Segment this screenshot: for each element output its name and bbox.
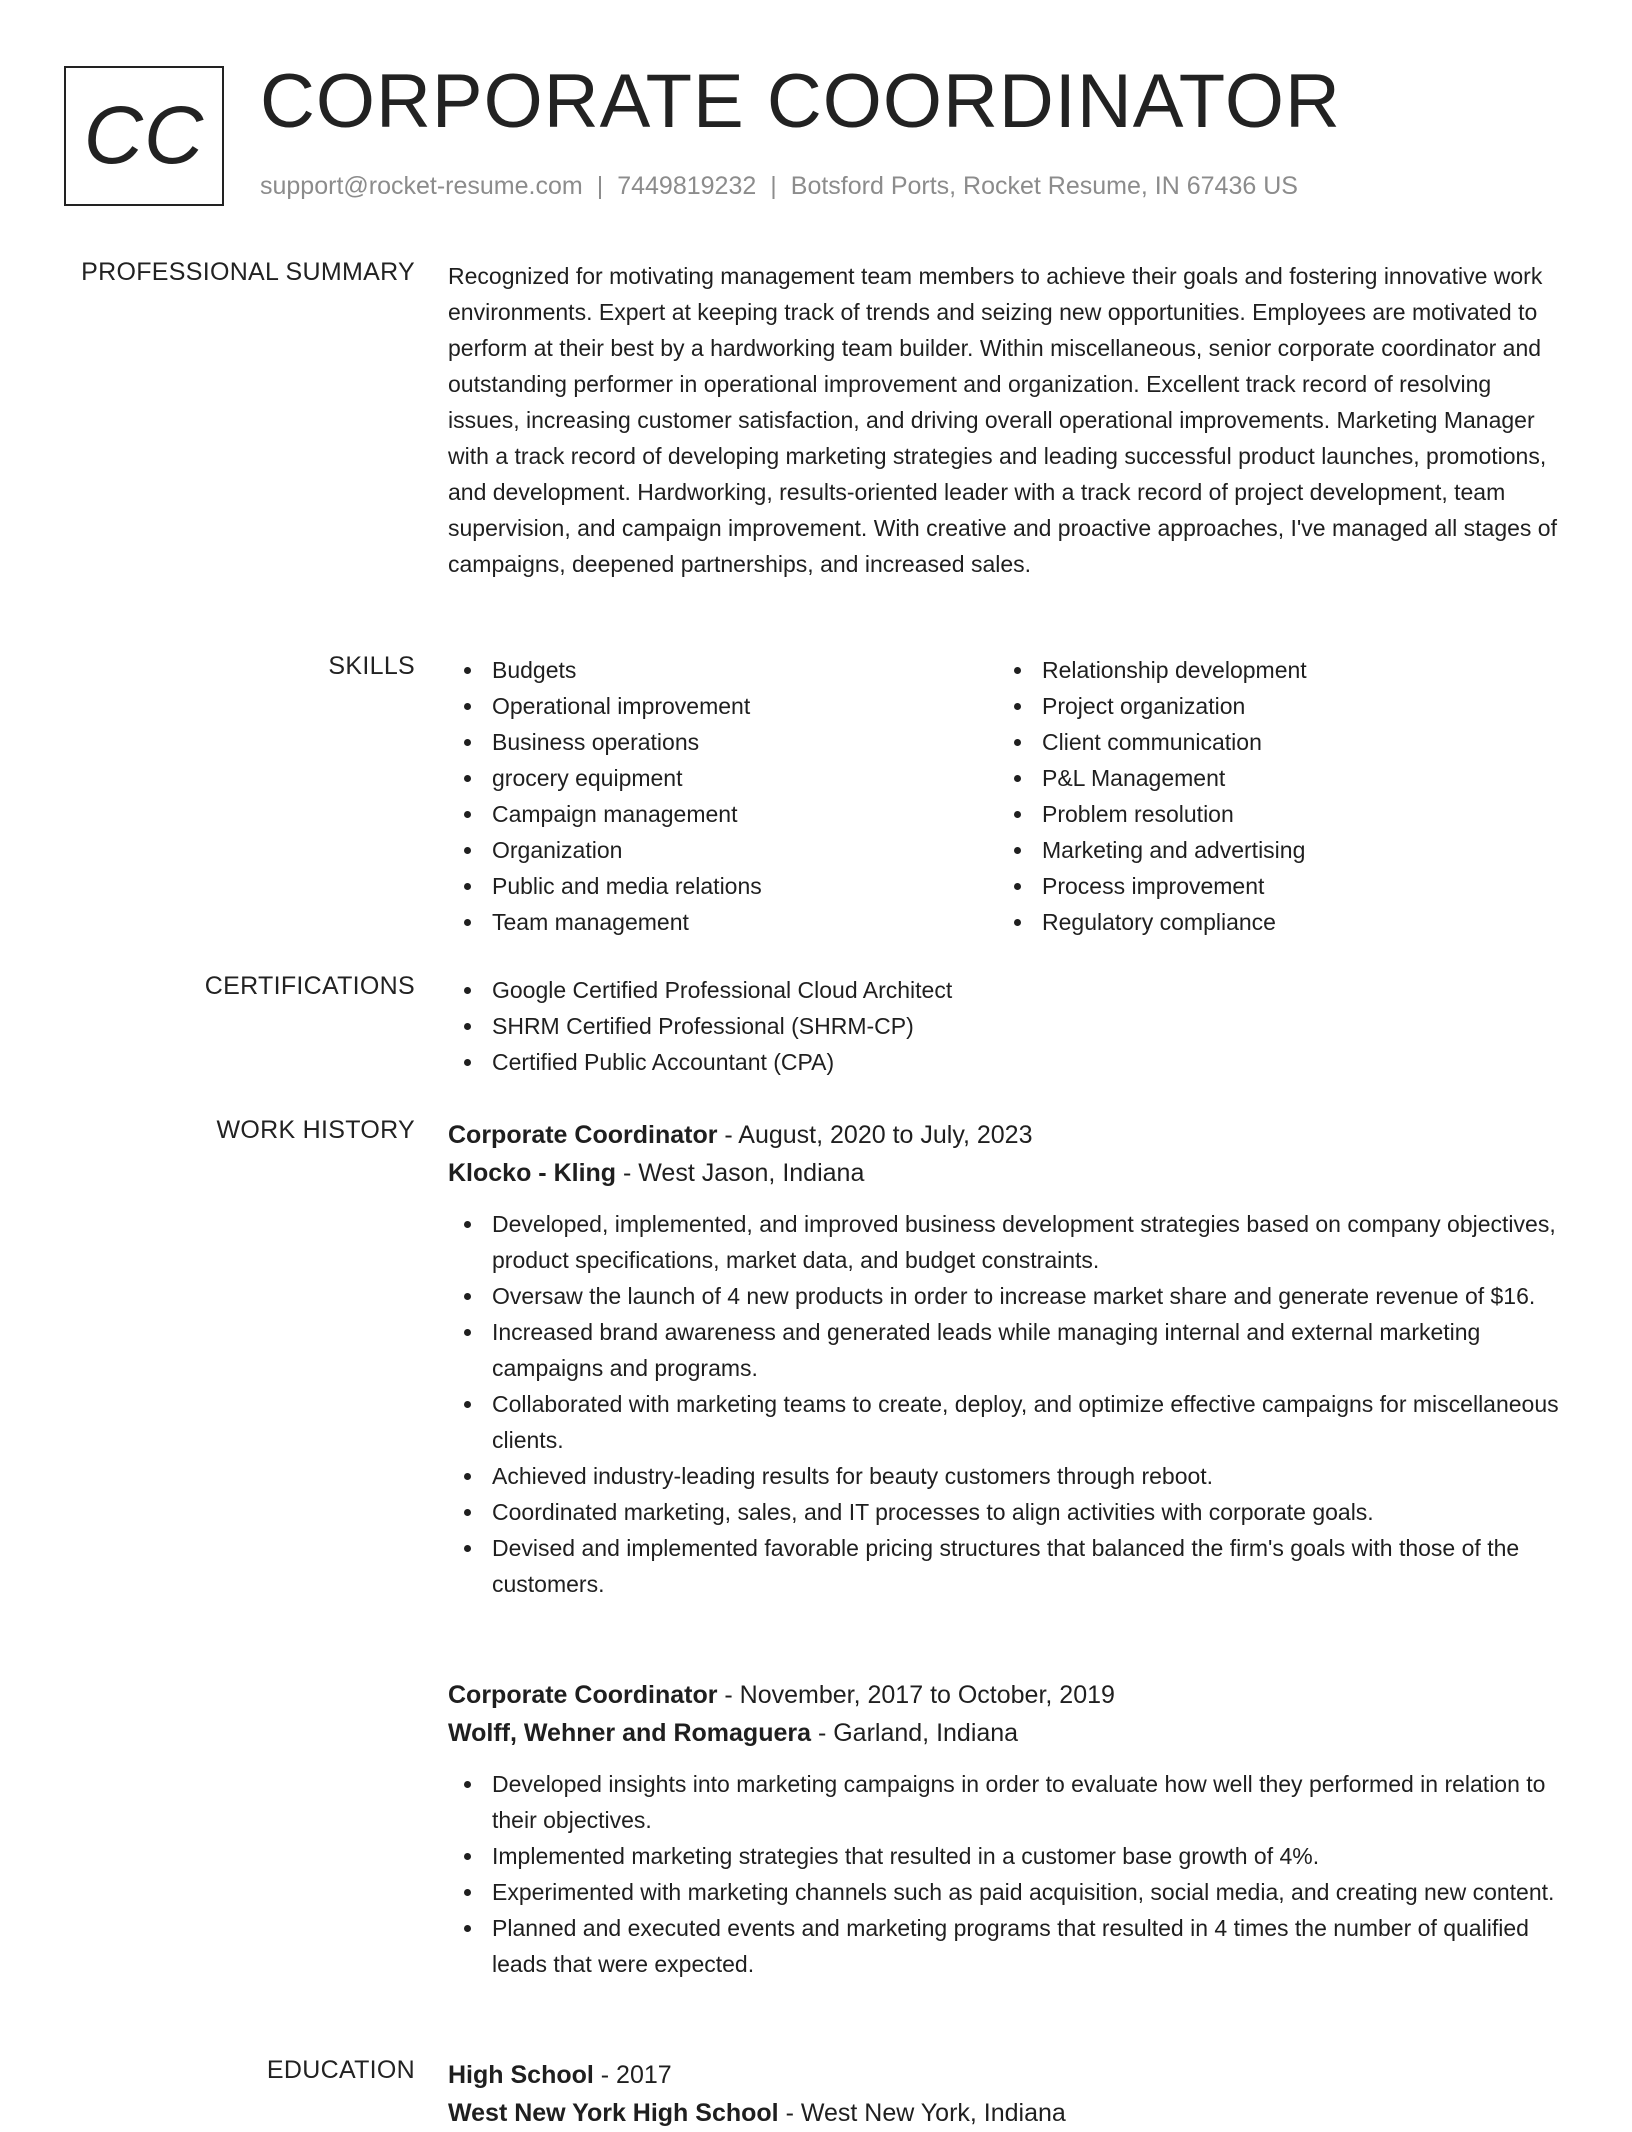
contact-line	[260, 172, 1298, 201]
education-degree-line	[448, 2056, 1563, 2094]
job-company: Klocko - Kling	[448, 1159, 617, 1187]
work-body-2	[448, 1676, 1563, 1982]
list-item: Relationship development	[998, 652, 1548, 688]
list-item: P&L Management	[998, 760, 1548, 796]
skills-list-right	[998, 652, 1548, 940]
job-title: Corporate Coordinator	[448, 1681, 718, 1709]
list-item: SHRM Certified Professional (SHRM-CP)	[448, 1008, 1563, 1044]
job-company-line	[448, 1154, 1563, 1192]
job-title-line	[448, 1676, 1563, 1714]
list-item: Oversaw the launch of 4 new products in order to increase market share and generate revenue of $16.	[448, 1278, 1563, 1314]
skills-list-left	[448, 652, 998, 940]
list-item: Regulatory compliance	[998, 904, 1548, 940]
job-title: Corporate Coordinator	[448, 1121, 718, 1149]
job-location: - West Jason, Indiana	[616, 1159, 865, 1187]
list-item: Google Certified Professional Cloud Architect	[448, 972, 1563, 1008]
summary-body	[448, 258, 1563, 582]
list-item: Organization	[448, 832, 998, 868]
list-item: Achieved industry-leading results for beauty customers through reboot.	[448, 1458, 1563, 1494]
list-item: Increased brand awareness and generated leads while managing internal and external marketing campaigns and programs.	[448, 1314, 1563, 1386]
education-label: EDUCATION	[266, 2056, 415, 2084]
list-item: Certified Public Accountant (CPA)	[448, 1044, 1563, 1080]
skills-body	[448, 652, 1563, 940]
contact-address: Botsford Ports, Rocket Resume, IN 67436 US	[790, 172, 1298, 200]
skills-label: SKILLS	[328, 652, 415, 680]
work-label: WORK HISTORY	[216, 1116, 415, 1144]
contact-separator: |	[770, 172, 777, 200]
education-school: West New York High School	[448, 2099, 779, 2127]
job-bullets	[448, 1206, 1563, 1602]
summary-text: Recognized for motivating management team members to achieve their goals and fostering innovative work environments. Expert at keeping track of trends and seizing new opportunities. Employees are motivated to perform at their best by a hardworking team builder. Within miscellaneous, senior corporate coordinator and outstanding performer in operational improvement and organization. Excellent track record of resolving issues, increasing customer satisfaction, and driving overall operational improvements. Marketing Manager with a track record of developing marketing strategies and leading successful product launches, promotions, and development. Hardworking, results-oriented leader with a track record of project development, team supervision, and campaign improvement. With creative and proactive approaches, I've managed all stages of campaigns, deepened partnerships, and increased sales.	[448, 263, 1557, 577]
job-company: Wolff, Wehner and Romaguera	[448, 1719, 812, 1747]
certifications-list	[448, 972, 1563, 1080]
job-dates: - August, 2020 to July, 2023	[717, 1121, 1033, 1149]
list-item: Marketing and advertising	[998, 832, 1548, 868]
contact-email[interactable]: support@rocket-resume.com	[260, 172, 583, 200]
list-item: Project organization	[998, 688, 1548, 724]
list-item: Developed, implemented, and improved business development strategies based on company objectives, product specifications, market data, and budget constraints.	[448, 1206, 1563, 1278]
monogram: CC	[64, 66, 224, 206]
list-item: Client communication	[998, 724, 1548, 760]
job-entry	[448, 1676, 1563, 1982]
job-dates: - November, 2017 to October, 2019	[717, 1681, 1115, 1709]
list-item: Business operations	[448, 724, 998, 760]
list-item: Collaborated with marketing teams to create, deploy, and optimize effective campaigns for miscellaneous clients.	[448, 1386, 1563, 1458]
job-entry	[448, 1116, 1563, 1602]
page-title: CORPORATE COORDINATOR	[260, 59, 1341, 144]
certifications-label: CERTIFICATIONS	[204, 972, 415, 1000]
education-year: - 2017	[593, 2061, 672, 2089]
work-body	[448, 1116, 1563, 1602]
certifications-body	[448, 972, 1563, 1080]
summary-label: PROFESSIONAL SUMMARY	[81, 258, 415, 286]
contact-separator: |	[596, 172, 604, 200]
list-item: Team management	[448, 904, 998, 940]
list-item: Implemented marketing strategies that resulted in a customer base growth of 4%.	[448, 1838, 1563, 1874]
education-location: - West New York, Indiana	[778, 2099, 1066, 2127]
list-item: Campaign management	[448, 796, 998, 832]
list-item: Operational improvement	[448, 688, 998, 724]
contact-phone[interactable]: 7449819232	[617, 172, 757, 200]
list-item: Problem resolution	[998, 796, 1548, 832]
list-item: Planned and executed events and marketing programs that resulted in 4 times the number of qualified leads that were expected.	[448, 1910, 1563, 1982]
list-item: Budgets	[448, 652, 998, 688]
list-item: Coordinated marketing, sales, and IT processes to align activities with corporate goals.	[448, 1494, 1563, 1530]
education-degree: High School	[448, 2061, 594, 2089]
list-item: Experimented with marketing channels such as paid acquisition, social media, and creating new content.	[448, 1874, 1563, 1910]
job-location: - Garland, Indiana	[811, 1719, 1019, 1747]
job-company-line	[448, 1714, 1563, 1752]
list-item: Public and media relations	[448, 868, 998, 904]
list-item: Process improvement	[998, 868, 1548, 904]
job-bullets	[448, 1766, 1563, 1982]
job-title-line	[448, 1116, 1563, 1154]
education-school-line	[448, 2094, 1563, 2132]
list-item: grocery equipment	[448, 760, 998, 796]
list-item: Developed insights into marketing campaigns in order to evaluate how well they performed in relation to their objectives.	[448, 1766, 1563, 1838]
list-item: Devised and implemented favorable pricing structures that balanced the firm's goals with those of the customers.	[448, 1530, 1563, 1602]
education-body	[448, 2056, 1563, 2132]
